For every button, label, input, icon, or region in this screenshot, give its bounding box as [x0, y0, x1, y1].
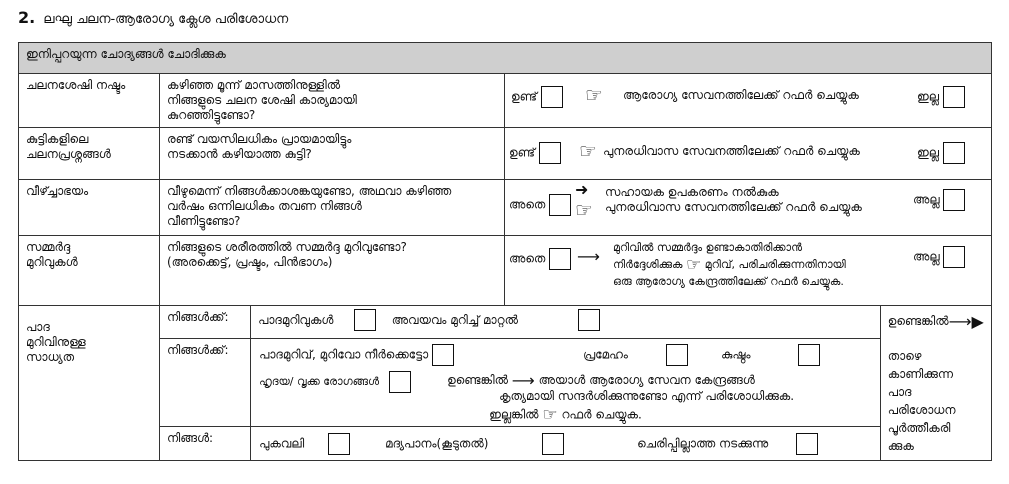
if-yes-label: ഉണ്ടെങ്കിൽ [447, 372, 508, 387]
foot-item-checkbox[interactable] [578, 309, 600, 331]
section-title: ലഘു ചലന-ആരോഗ്യ ക്ലേശ പരിശോധന [43, 12, 289, 27]
foot-item: പ്രമേഹം [583, 347, 628, 361]
row-action: ആരോഗ്യ സേവനത്തിലേക്ക് റഫർ ചെയ്യുക [623, 88, 859, 102]
no-checkbox[interactable] [943, 142, 965, 164]
yes-label: ഉണ്ട് [511, 89, 537, 104]
pointing-hand-icon: ☞ [685, 255, 702, 275]
row-question: രണ്ട് വയസിലധികം പ്രായമായിട്ടും നടക്കാൻ കഴിയാത്ത കുട്ടി? [160, 128, 505, 180]
yes-checkbox[interactable] [541, 86, 563, 108]
foot-item-checkbox[interactable] [666, 344, 688, 366]
foot-item-checkbox[interactable] [432, 344, 454, 366]
row-response [505, 236, 992, 306]
foot-item-checkbox[interactable] [542, 433, 564, 455]
pointing-hand-icon: ☞ [579, 139, 597, 163]
row-question: നിങ്ങളുടെ ശരീരത്തിൽ സമ്മർദ്ദ മുറിവുണ്ടോ? (അരക്കെട്ട്, പ്രഷ്ടം, പിൻഭാഗം) [160, 236, 505, 306]
row-response [505, 128, 992, 180]
foot-item: ഹൃദയ/ വൃക്ക രോഗങ്ങൾ [259, 374, 379, 388]
table-row [19, 180, 992, 236]
foot-row-label: നിങ്ങൾ: [160, 426, 251, 460]
row-action: സഹായക ഉപകരണം നൽകുക പുനരധിവാസ സേവനത്തിലേക്ക് റഫർ ചെയ്യുക [605, 185, 862, 214]
arrow-right-icon: ⟶ [577, 247, 600, 266]
table-row [19, 306, 992, 461]
table-row [19, 128, 992, 180]
foot-item-checkbox[interactable] [796, 433, 818, 455]
yes-checkbox[interactable] [539, 142, 561, 164]
arrow-right-icon: ➜ [575, 180, 589, 199]
row-action: മുറിവിൽ സമ്മർദ്ദം ഉണ്ടാകാതിരിക്കാൻ നിർദ്ദേശിക്കുക ☞ മുറിവ്, പരിചരിക്കുന്നതിനായി ഒരു ആരോഗ്യ കേന്ദ്രത്തിലേക്ക് റഫർ ചെയ്യുക. [613, 241, 846, 288]
if-no-label: ഇല്ലങ്കിൽ [489, 407, 539, 421]
foot-item: പാദമുറിവ്, മുറിവോ നീർക്കെട്ടോ [259, 347, 429, 361]
yes-checkbox[interactable] [549, 248, 571, 270]
foot-item: മദ്യപാനം(കൂടുതൽ) [385, 436, 489, 450]
pointing-hand-icon: ☞ [542, 404, 558, 425]
no-checkbox[interactable] [943, 189, 965, 211]
yes-checkbox[interactable] [549, 194, 571, 216]
section-heading [18, 8, 288, 27]
foot-item: ചെരിപ്പില്ലാത്ത നടക്കുന്നു [637, 436, 769, 450]
row-question: വീഴുമെന്ന് നിങ്ങൾക്കാശങ്കയുണ്ടോ, അഥവാ കഴിഞ്ഞ വർഷം ഒന്നിലധികം തവണ നിങ്ങൾ വീണിട്ടുണ്ടോ? [160, 180, 505, 236]
pointing-hand-icon: ☞ [575, 198, 593, 222]
yes-label: ഉണ്ട് [509, 145, 535, 160]
row-question: കഴിഞ്ഞ മൂന്ന് മാസത്തിനുള്ളിൽ നിങ്ങളുടെ ചലന ശേഷി കാര്യമായി കുറഞ്ഞിട്ടുണ്ടോ? [160, 74, 505, 128]
row-action: പുനരധിവാസ സേവനത്തിലേക്ക് റഫർ ചെയ്യുക [603, 144, 860, 158]
screening-table [18, 42, 992, 461]
foot-item: കുഷ്ഠം [721, 347, 751, 361]
foot-item-checkbox[interactable] [389, 371, 411, 393]
row-response [505, 180, 992, 236]
foot-item-checkbox[interactable] [328, 433, 350, 455]
row-category: സമ്മർദ്ദ മുറിവുകൾ [19, 236, 160, 306]
foot-item: പുകവലി [259, 436, 305, 450]
row-category: ചലനശേഷി നഷ്ടം [19, 74, 160, 128]
yes-label: അതെ [509, 197, 546, 212]
row-response [505, 74, 992, 128]
row-category: കുട്ടികളിലെ ചലനപ്രശ്നങ്ങൾ [19, 128, 160, 180]
table-row [19, 236, 992, 306]
foot-right-note: ഉണ്ടെങ്കിൽ⟶▶ താഴെ കാണിക്കുന്ന പാദ പരിശോധന പൂർത്തീകരി ക്കുക [880, 306, 991, 460]
foot-item-checkbox[interactable] [354, 309, 376, 331]
table-row [19, 74, 992, 128]
table-header: ഇനിപ്പറയുന്ന ചോദ്യങ്ങൾ ചോദിക്കുക [19, 43, 992, 74]
pointing-hand-icon: ☞ [585, 83, 603, 107]
no-checkbox[interactable] [943, 86, 965, 108]
foot-item-checkbox[interactable] [798, 344, 820, 366]
arrow-right-icon: ⟶ [511, 370, 535, 390]
no-label: ഇല്ല [917, 145, 940, 160]
foot-item: പാദമുറിവുകൾ [258, 312, 334, 327]
yes-label: അതെ [509, 251, 546, 266]
row-category: വീഴ്ച്ചാഭയം [19, 180, 160, 236]
no-checkbox[interactable] [943, 246, 965, 268]
foot-item: അവയവം മുറിച്ച് മാറ്റൽ [391, 312, 518, 327]
arrow-right-icon: ⟶▶ [948, 312, 984, 331]
no-label: അല്ല [913, 192, 940, 207]
foot-risk-table: നിങ്ങൾക്ക്: പാദമുറിവുകൾ അവയവം മുറിച്ച് മാറ്റൽ ഉണ്ടെങ്കിൽ⟶▶ താഴെ കാണിക്കുന്ന പാദ പരിശോധന പൂർത്തീകരി ക്കുക നിങ്ങൾക്ക്: പാദമുറിവ്, മുറിവോ നീർക്കെട്ടോ പ്രമേഹം കുഷ്ഠം ഹൃദയ/ വൃക്ക രോഗങ്ങൾ ഉണ്ടെങ്കിൽ ⟶ അയാൾ ആരോഗ്യ സേവന കേന്ദ്രങ്ങൾ കൃത്യമായി സന്ദർശിക്കുന്നുണ്ടോ എന്ന് പരിശോധിക്കുക. ഇല്ലങ്കിൽ ☞ റഫർ ചെയ്യുക. നിങ്ങൾ: പുകവലി മദ്യപാനം(കൂടുതൽ) ചെരിപ്പില്ലാത്ത നടക്കുന്നു [160, 306, 991, 460]
foot-row-label: നിങ്ങൾക്ക്: [160, 306, 251, 338]
section-number: 2. [18, 8, 36, 27]
no-label: അല്ല [913, 249, 940, 264]
foot-row-label: നിങ്ങൾക്ക്: [160, 338, 251, 426]
no-label: ഇല്ല [917, 89, 940, 104]
row-category: പാദ മുറിവിനുള്ള സാധ്യത [19, 306, 160, 461]
